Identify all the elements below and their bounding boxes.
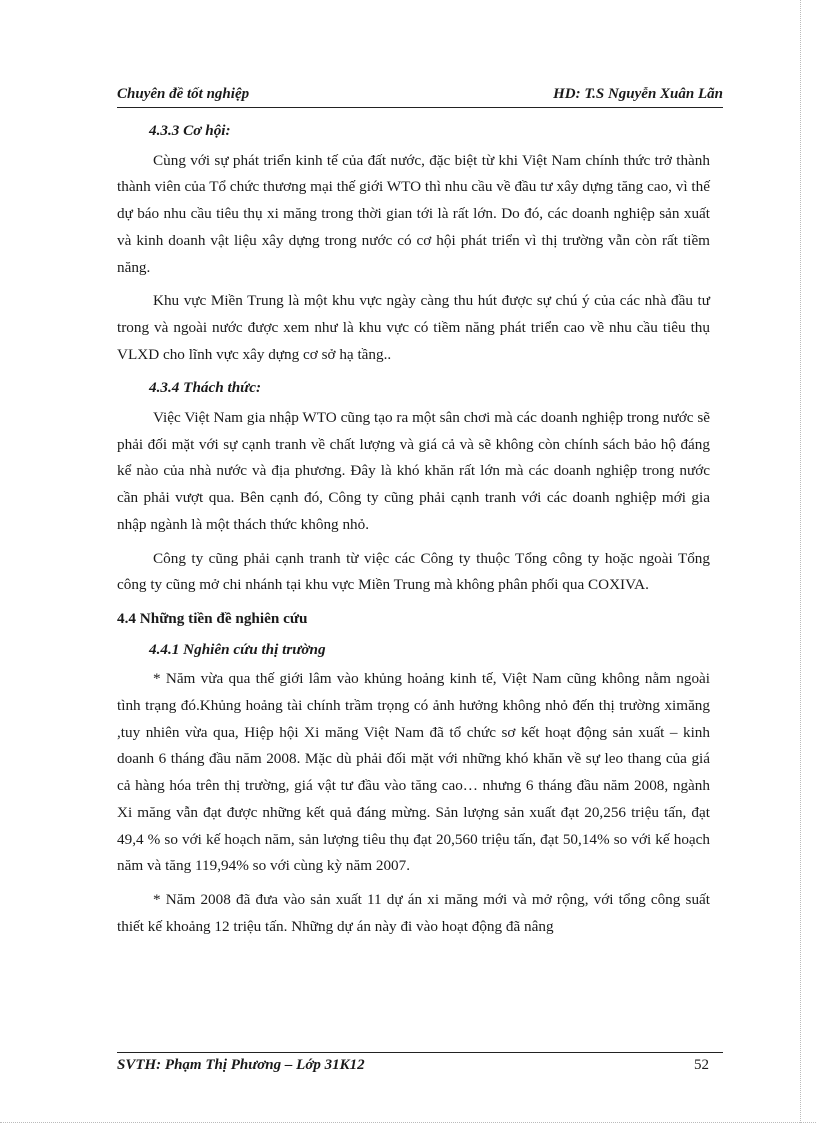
paragraph: * Năm 2008 đã đưa vào sản xuất 11 dự án xi măng mới và mở rộng, với tổng công suất thiết kế khoảng 12 triệu tấn. Những dự án này đi vào hoạt động đã nâng [117, 890, 710, 935]
page-header [117, 86, 723, 106]
page-footer [117, 1057, 709, 1079]
heading-4-4: 4.4 Những tiền đề nghiên cứu [117, 609, 308, 627]
page-edge-right [800, 0, 801, 1123]
paragraph: Khu vực Miền Trung là một khu vực ngày càng thu hút được sự chú ý của các nhà đầu tư trong và ngoài nước được xem như là khu vực có tiềm năng phát triển cao về nhu cầu tiêu thụ VLXD cho lĩnh vực xây dựng cơ sở hạ tầng.. [117, 292, 710, 363]
paragraph: Cùng với sự phát triển kinh tế của đất nước, đặc biệt từ khi Việt Nam chính thức trở thành thành viên của Tổ chức thương mại thế giới WTO thì nhu cầu về đầu tư xây dựng tăng cao, vì thế dự báo nhu cầu tiêu thụ xi măng trong thời gian tới là rất lớn. Do đó, các doanh nghiệp sản xuất và kinh doanh vật liệu xây dựng trong nước có cơ hội phát triển vì thị trường vẫn còn rất tiềm năng. [117, 151, 710, 276]
paragraph: Việc Việt Nam gia nhập WTO cũng tạo ra một sân chơi mà các doanh nghiệp trong nước sẽ phải đối mặt với sự cạnh tranh về chất lượng và giá cả và sẽ không còn chính sách bảo hộ đáng kể nào của nhà nước và địa phương. Đây là khó khăn rất lớn mà các doanh nghiệp trong nước cần phải vượt qua. Bên cạnh đó, Công ty cũng phải cạnh tranh với các doanh nghiệp mới gia nhập ngành là một thách thức không nhỏ. [117, 409, 710, 533]
header-divider [117, 107, 723, 108]
page-number: 52 [694, 1057, 709, 1073]
paragraph: * Năm vừa qua thế giới lâm vào khủng hoảng kinh tế, Việt Nam cũng không nằm ngoài tình trạng đó.Khủng hoảng tài chính trầm trọng có ảnh hưởng không nhỏ đến thị trường ximăng ,tuy nhiên vừa qua, Hiệp hội Xi măng Việt Nam đã tổ chức sơ kết hoạt động sản xuất – kinh doanh 6 tháng đầu năm 2008. Mặc dù phải đối mặt với những khó khăn về sự leo thang của giá cả hàng hóa trên thị trường, giá vật tư đầu vào tăng cao… nhưng 6 tháng đầu năm 2008, ngành Xi măng vẫn đạt được những kết quả đáng mừng. Sản lượng sản xuất đạt 20,256 triệu tấn, đạt 49,4 % so với kế hoạch năm, sản lượng tiêu thụ đạt 20,560 triệu tấn, đạt 50,14% so với kế hoạch năm và tăng 119,94% so với cùng kỳ năm 2007. [117, 670, 710, 875]
paragraph: Công ty cũng phải cạnh tranh từ việc các Công ty thuộc Tổng công ty hoặc ngoài Tổng công ty cũng mở chi nhánh tại khu vực Miền Trung mà không phân phối qua COXIVA. [117, 549, 710, 594]
heading-4-4-1: 4.4.1 Nghiên cứu thị trường [149, 640, 326, 658]
footer-author: SVTH: Phạm Thị Phương – Lớp 31K12 [117, 1057, 365, 1073]
header-advisor: HD: T.S Nguyễn Xuân Lãn [553, 86, 723, 102]
heading-4-3-3: 4.3.3 Cơ hội: [149, 122, 231, 139]
heading-4-3-4: 4.3.4 Thách thức: [149, 379, 262, 397]
page-body [117, 118, 710, 947]
header-title: Chuyên đề tốt nghiệp [117, 86, 250, 102]
footer-divider [117, 1052, 723, 1053]
